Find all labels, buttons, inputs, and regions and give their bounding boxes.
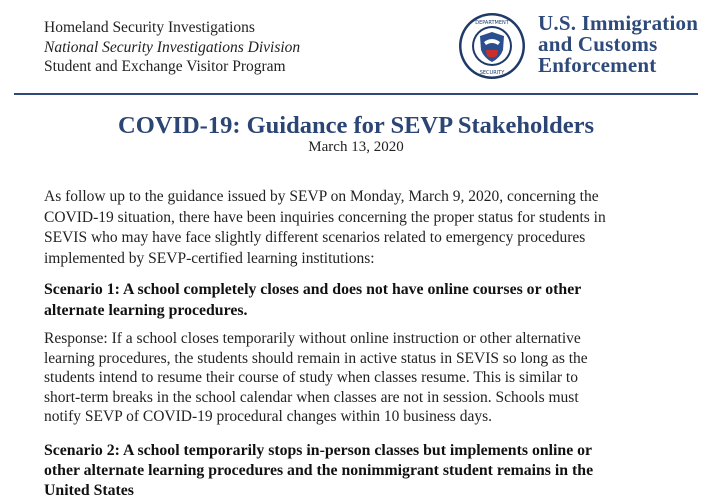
org-line-sevp: Student and Exchange Visitor Program [44, 58, 286, 75]
org-line-hsi: Homeland Security Investigations [44, 19, 255, 36]
scenario-2-line: United States [44, 482, 134, 499]
intro-line: implemented by SEVP-certified learning institutions: [44, 249, 375, 267]
agency-wordmark [538, 13, 698, 76]
scenario-1-heading [44, 280, 664, 321]
org-line-division: National Security Investigations Division [44, 38, 301, 56]
document-date: March 13, 2020 [308, 139, 404, 155]
response-line: students intend to resume their course of study when classes resume. This is similar to [44, 369, 578, 386]
scenario-1-response [44, 329, 664, 427]
document-title: COVID-19: Guidance for SEVP Stakeholders [118, 112, 594, 139]
intro-line: COVID-19 situation, there have been inquiries concerning the proper status for students in [44, 208, 606, 226]
svg-text:SECURITY: SECURITY [479, 70, 505, 76]
scenario-2-line: other alternate learning procedures and the nonimmigrant student remains in the [44, 462, 594, 479]
agency-line-2: and Customs [538, 32, 658, 56]
svg-text:DEPARTMENT: DEPARTMENT [475, 20, 509, 26]
scenario-2-heading [44, 441, 664, 501]
scenario-2-line: Scenario 2: A school temporarily stops in-person classes but implements online or [44, 442, 593, 459]
agency-line-3: Enforcement [538, 53, 657, 77]
scenario-1-line: Scenario 1: A school completely closes and does not have online courses or other [44, 281, 582, 298]
intro-line: As follow up to the guidance issued by SEVP on Monday, March 9, 2020, concerning the [44, 188, 599, 205]
dhs-seal-icon [458, 12, 526, 80]
header-divider [14, 93, 698, 95]
intro-paragraph [44, 187, 664, 269]
scenario-1-line: alternate learning procedures. [44, 301, 248, 319]
response-line: notify SEVP of COVID-19 procedural changes within 10 business days. [44, 408, 493, 425]
response-line: learning procedures, the students should remain in active status in SEVIS so long as the [44, 349, 588, 367]
response-line: short-term breaks in the school calendar when classes are not in session. Schools must [44, 388, 579, 406]
program-header [44, 18, 300, 77]
agency-line-1: U.S. Immigration [538, 11, 699, 35]
response-line: Response: If a school closes temporarily without online instruction or other alternative [44, 330, 581, 347]
intro-line: SEVIS who may have face slightly different scenarios related to emergency procedures [44, 229, 586, 246]
